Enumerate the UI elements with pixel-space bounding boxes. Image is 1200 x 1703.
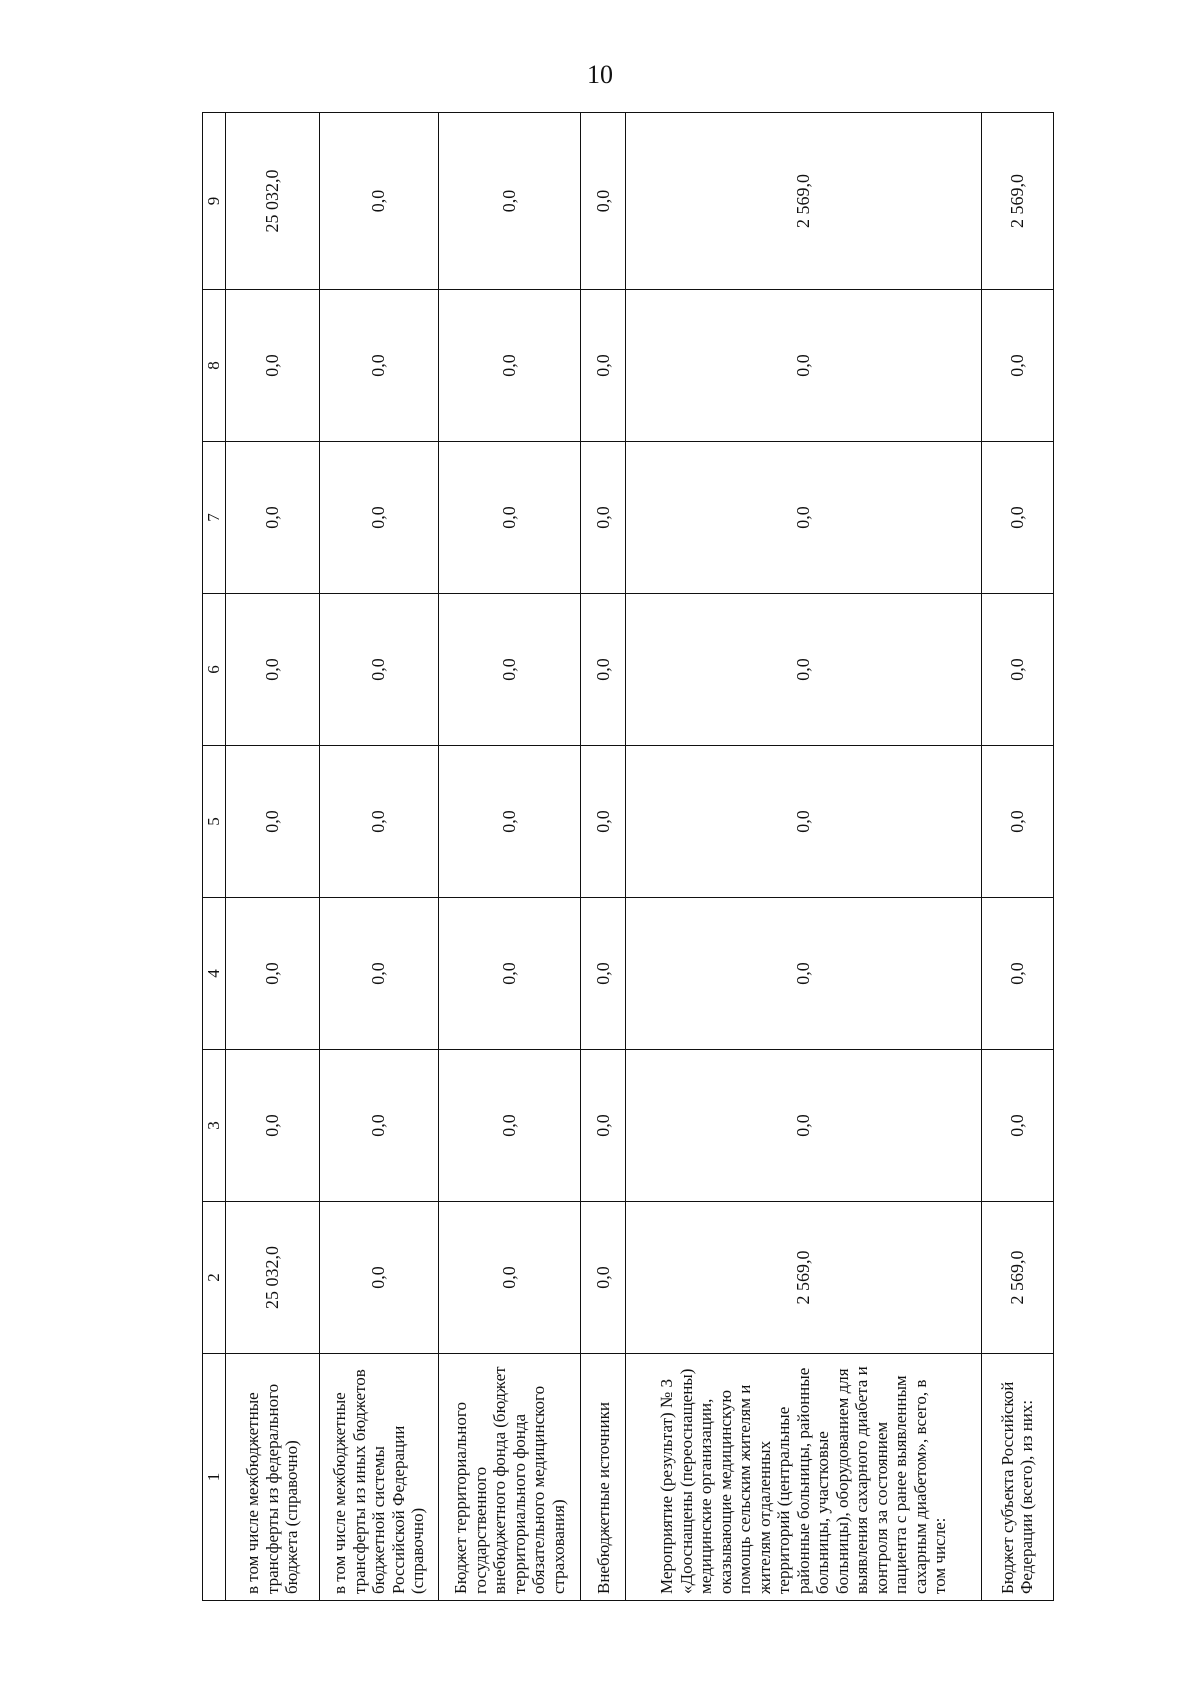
column-header: 5 — [203, 746, 226, 898]
table-cell: 2 569,0 — [626, 1202, 981, 1354]
table-cell: 0,0 — [320, 442, 439, 594]
table-cell: 0,0 — [981, 442, 1053, 594]
table-row — [626, 113, 981, 1601]
table-cell: 0,0 — [439, 290, 581, 442]
table-cell: 0,0 — [581, 290, 626, 442]
table-cell: 0,0 — [320, 594, 439, 746]
column-header: 2 — [203, 1202, 226, 1354]
table-cell: 0,0 — [626, 1050, 981, 1202]
table-cell: 0,0 — [581, 898, 626, 1050]
table-cell: 0,0 — [320, 1202, 439, 1354]
table-cell: 2 569,0 — [981, 113, 1053, 290]
rotated-table-container — [202, 113, 1054, 1601]
column-number-row — [203, 113, 226, 1601]
table-cell: 0,0 — [226, 290, 320, 442]
row-label: Бюджет территориального государственного внебюджетного фонда (бюджет территориального фонда обязательного медицинского страхования) — [439, 1354, 581, 1601]
table-cell: 0,0 — [226, 898, 320, 1050]
table-cell: 2 569,0 — [981, 1202, 1053, 1354]
table-cell: 0,0 — [981, 290, 1053, 442]
table-cell: 0,0 — [581, 746, 626, 898]
column-header: 6 — [203, 594, 226, 746]
table-cell: 25 032,0 — [226, 113, 320, 290]
budget-table — [202, 112, 1054, 1601]
table-row — [320, 113, 439, 1601]
table-cell: 0,0 — [626, 290, 981, 442]
table-row — [581, 113, 626, 1601]
table-row — [439, 113, 581, 1601]
table-cell: 0,0 — [226, 1050, 320, 1202]
table-row — [226, 113, 320, 1601]
column-header: 7 — [203, 442, 226, 594]
table-cell: 0,0 — [581, 1202, 626, 1354]
row-label: Внебюджетные источники — [581, 1354, 626, 1601]
table-cell: 0,0 — [626, 594, 981, 746]
table-cell: 2 569,0 — [626, 113, 981, 290]
page-number: 10 — [587, 60, 613, 89]
table-cell: 0,0 — [626, 442, 981, 594]
table-cell: 0,0 — [439, 442, 581, 594]
table-cell: 0,0 — [981, 594, 1053, 746]
table-cell: 0,0 — [226, 746, 320, 898]
table-cell: 0,0 — [439, 898, 581, 1050]
row-label: Бюджет субъекта Российской Федерации (всего), из них: — [981, 1354, 1053, 1601]
table-row — [981, 113, 1053, 1601]
table-cell: 0,0 — [439, 746, 581, 898]
table-cell: 0,0 — [981, 746, 1053, 898]
row-label: в том числе межбюджетные трансферты из иных бюджетов бюджетной системы Российской Федерации (справочно) — [320, 1354, 439, 1601]
column-header: 1 — [203, 1354, 226, 1601]
table-cell: 25 032,0 — [226, 1202, 320, 1354]
row-label: в том числе межбюджетные трансферты из федерального бюджета (справочно) — [226, 1354, 320, 1601]
table-cell: 0,0 — [439, 1050, 581, 1202]
table-cell: 0,0 — [626, 898, 981, 1050]
table-cell: 0,0 — [320, 290, 439, 442]
column-header: 3 — [203, 1050, 226, 1202]
table-wrapper — [202, 113, 1054, 1601]
column-header: 4 — [203, 898, 226, 1050]
table-cell: 0,0 — [981, 1050, 1053, 1202]
table-cell: 0,0 — [320, 113, 439, 290]
table-cell: 0,0 — [439, 594, 581, 746]
column-header: 9 — [203, 113, 226, 290]
table-cell: 0,0 — [439, 113, 581, 290]
column-header: 8 — [203, 290, 226, 442]
table-cell: 0,0 — [226, 442, 320, 594]
table-cell: 0,0 — [581, 113, 626, 290]
table-cell: 0,0 — [981, 898, 1053, 1050]
row-label: Мероприятие (результат) № 3 «Дооснащены (переоснащены) медицинские организации, оказывающие медицинскую помощь сельским жителям и жителям отдаленных территорий (центральные районные больницы, районные больницы, участковые больницы), оборудованием для выявления сахарного диабета и контроля за состоянием пациента с ранее выявленным сахарным диабетом», всего, в том числе: — [626, 1354, 981, 1601]
table-cell: 0,0 — [581, 442, 626, 594]
table-cell: 0,0 — [320, 746, 439, 898]
table-cell: 0,0 — [626, 746, 981, 898]
table-cell: 0,0 — [581, 1050, 626, 1202]
table-cell: 0,0 — [226, 594, 320, 746]
table-cell: 0,0 — [320, 898, 439, 1050]
table-cell: 0,0 — [439, 1202, 581, 1354]
table-cell: 0,0 — [581, 594, 626, 746]
table-cell: 0,0 — [320, 1050, 439, 1202]
